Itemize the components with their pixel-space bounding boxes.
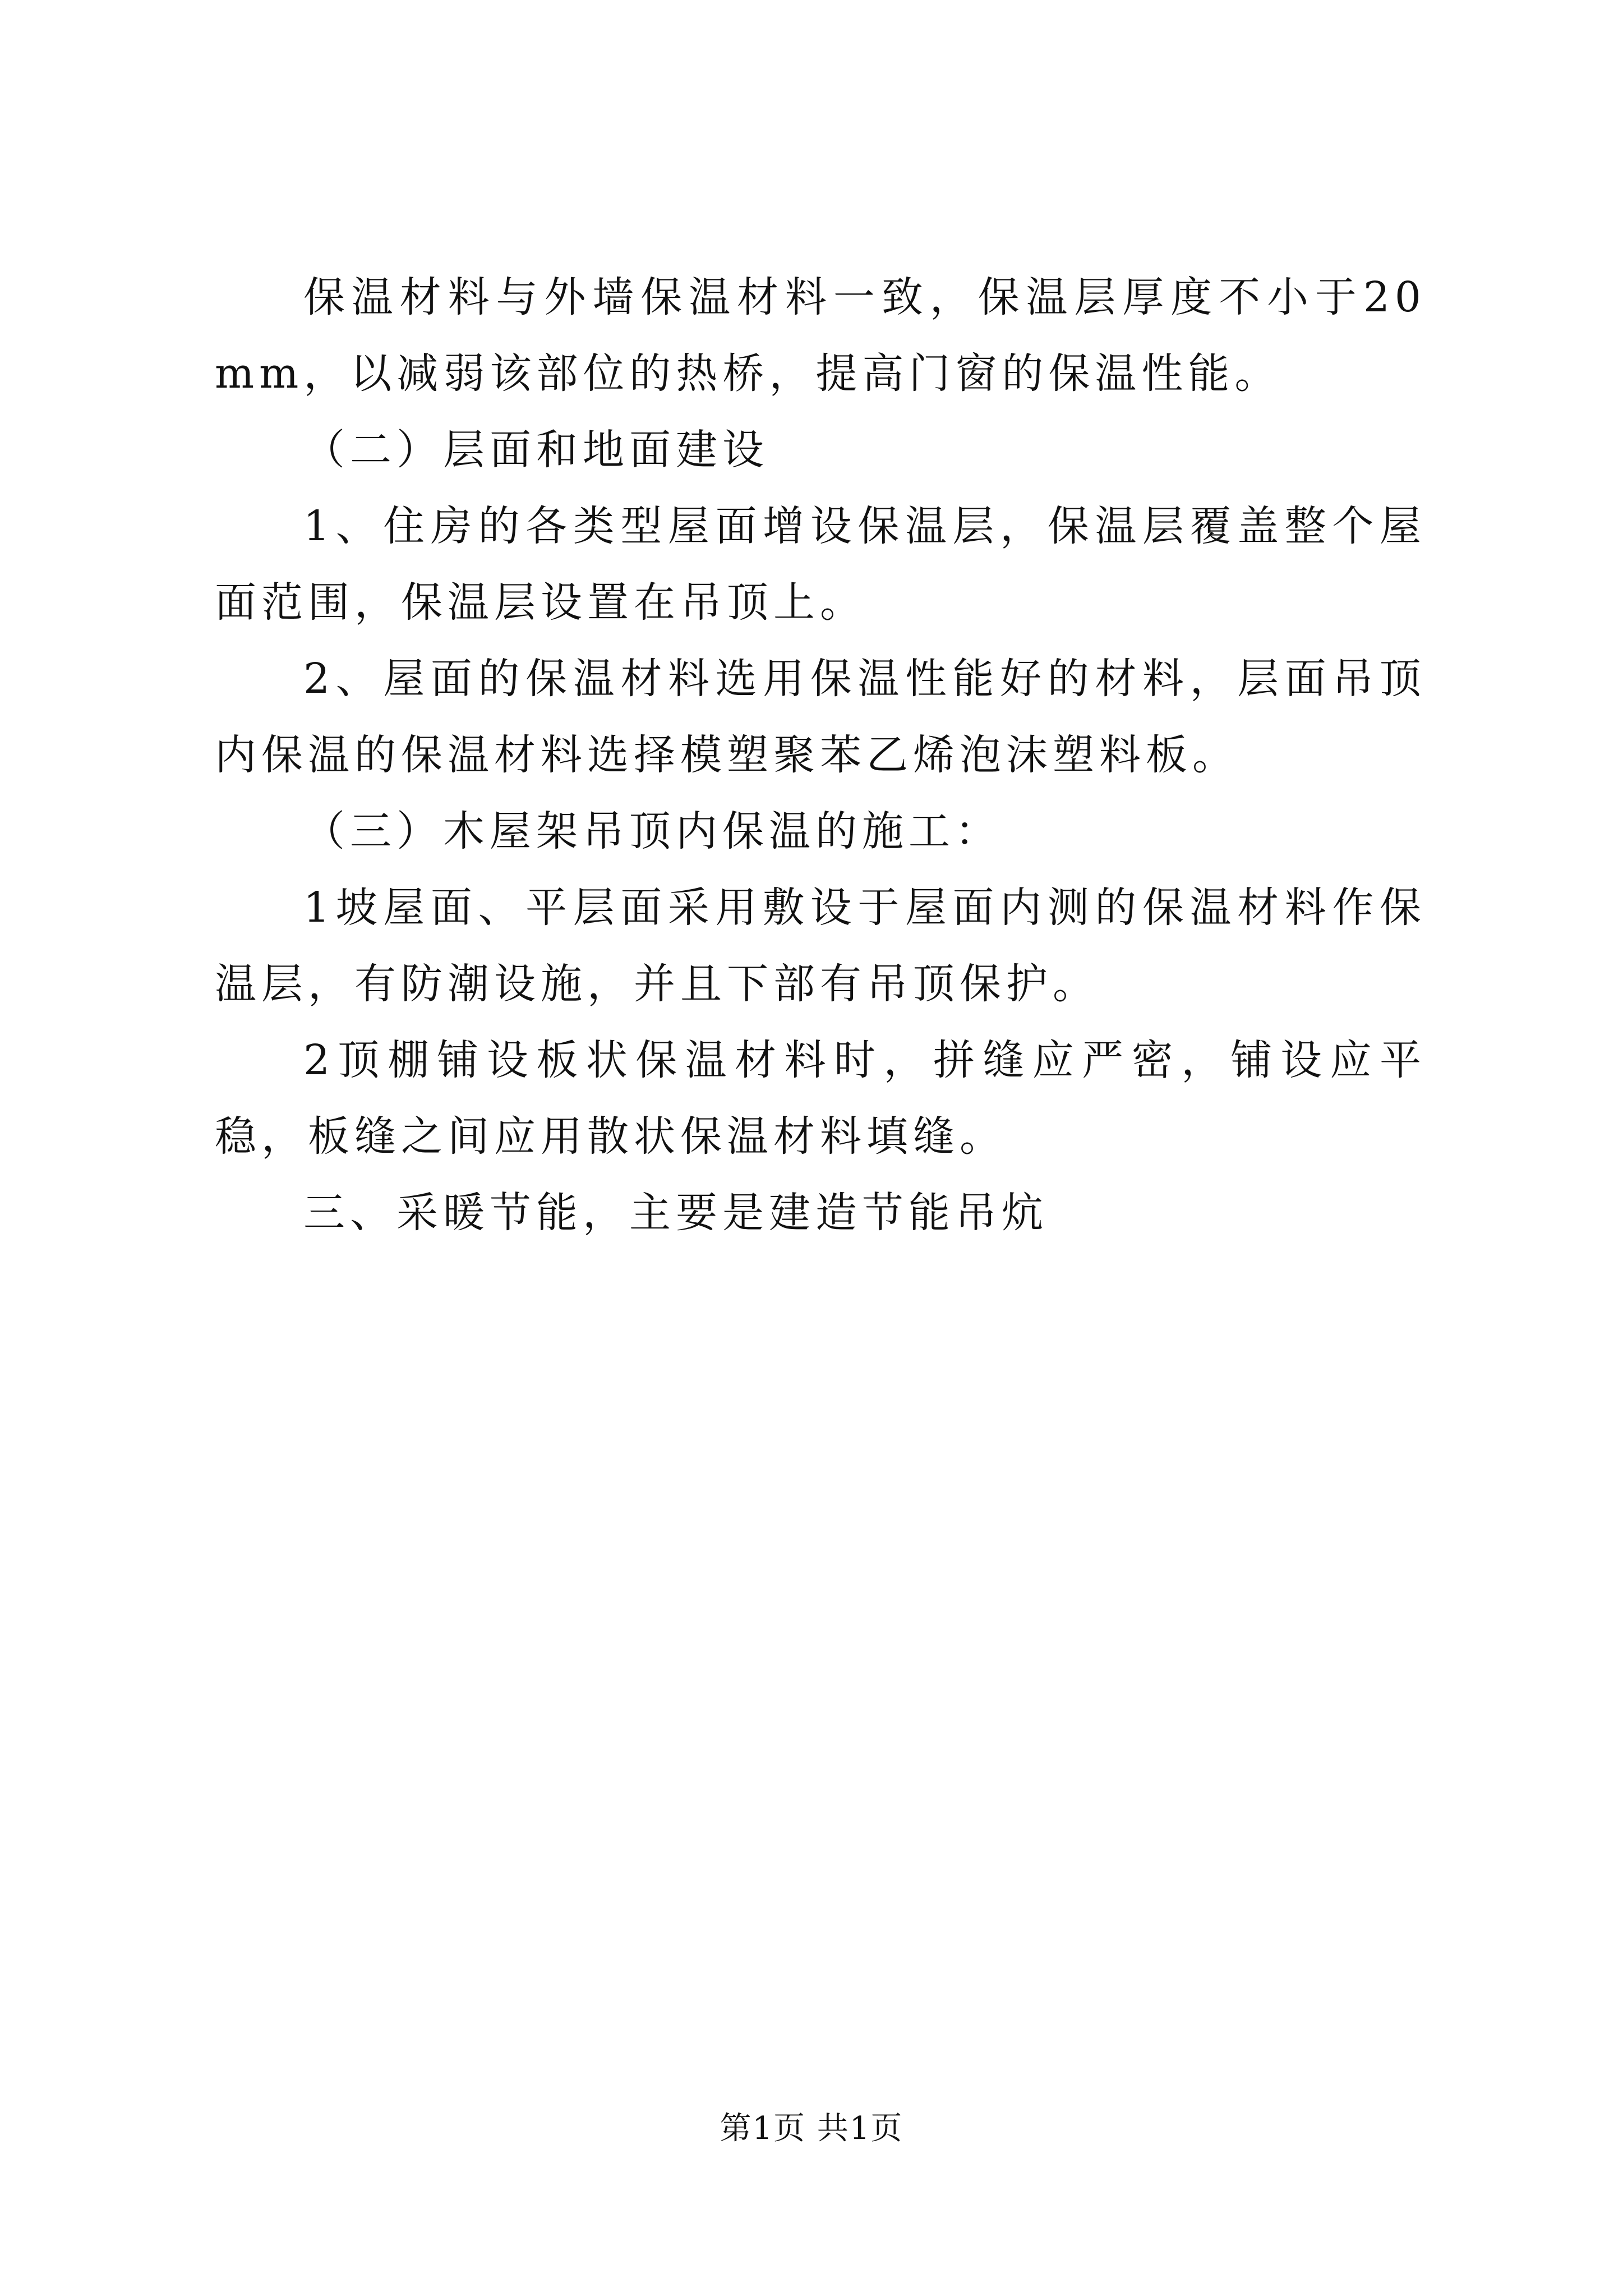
paragraph-roof-insulation-layer: 1、住房的各类型屋面增设保温层，保温层覆盖整个屋面范围，保温层设置在吊顶上。 — [215, 502, 1426, 627]
heading-wood-roof-truss: （三）木屋架吊顶内保温的施工： — [303, 807, 1002, 855]
paragraph-insulation-material: 保温材料与外墙保温材料一致，保温层厚度不小于20mm，以减弱该部位的热桥，提高门窗的保温性能。 — [215, 273, 1426, 398]
paragraph-ceiling-boards: 2顶棚铺设板状保温材料时，拼缝应严密，铺设应平稳，板缝之间应用散状保温材料填缝。 — [215, 1036, 1426, 1161]
heading-roof-and-floor: （二）层面和地面建设 — [303, 426, 769, 474]
heading-heating-efficiency: 三、采暖节能，主要是建造节能吊炕 — [303, 1189, 1048, 1237]
page-footer: 第1页 共1页 — [720, 2110, 903, 2147]
paragraph-sloped-roof: 1坡屋面、平层面采用敷设于屋面内测的保温材料作保温层，有防潮设施，并且下部有吊顶保护。 — [215, 884, 1426, 1008]
paragraph-roof-insulation-material: 2、屋面的保温材料选用保温性能好的材料，层面吊顶内保温的保温材料选择模塑聚苯乙烯泡沫塑料板。 — [215, 655, 1426, 779]
document-body — [215, 259, 1426, 1251]
